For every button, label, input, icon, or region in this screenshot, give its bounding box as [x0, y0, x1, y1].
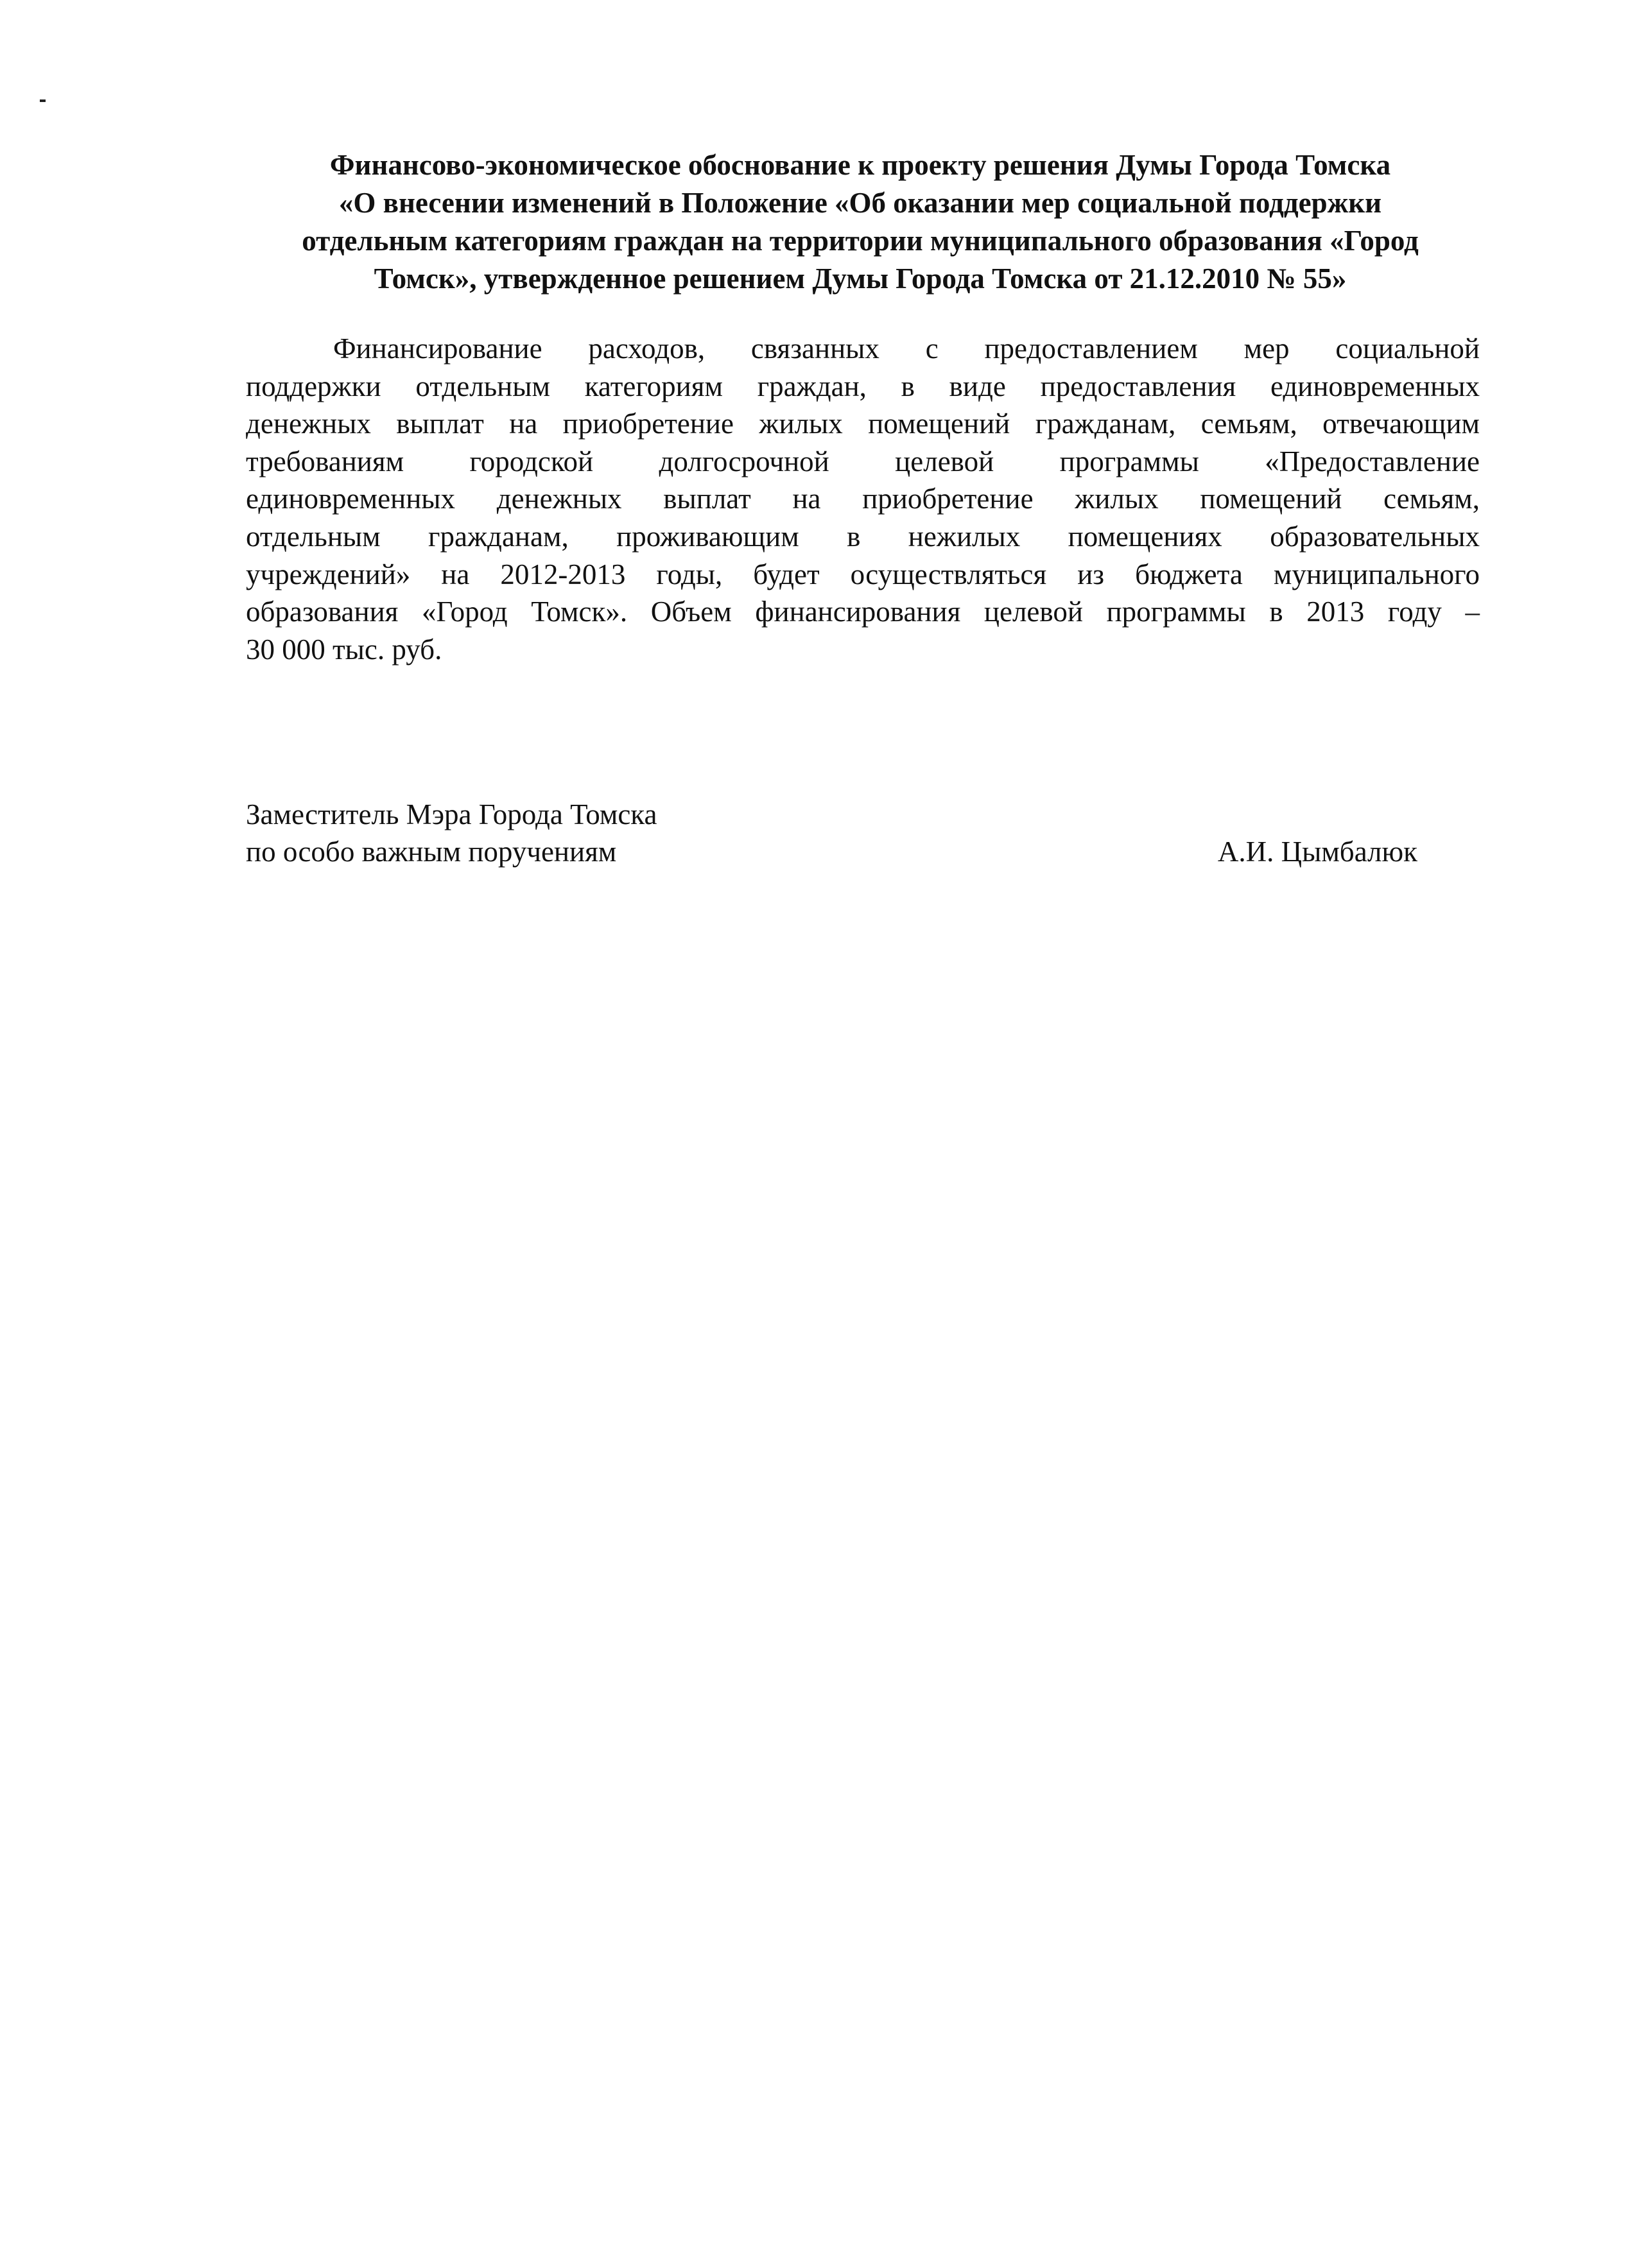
signatory-name: А.И. Цымбалюк: [1217, 836, 1417, 868]
signatory-position-line-1: Заместитель Мэра Города Томска: [246, 798, 657, 830]
paragraph-line-3: денежных выплат на приобретение жилых помещений гражданам, семьям, отвечающим: [246, 408, 1480, 440]
document-title: [238, 146, 1483, 298]
signature-block: [246, 796, 1485, 870]
signatory-position-line-2: по особо важным поручениям: [246, 836, 617, 868]
scan-artifact: [40, 99, 46, 102]
title-line-3: отдельным категориям граждан на территории муниципального образования «Город: [302, 225, 1419, 257]
body-paragraph: [246, 330, 1480, 668]
title-line-1: Финансово-экономическое обоснование к проекту решения Думы Города Томска: [329, 149, 1391, 181]
paragraph-line-7: учреждений» на 2012-2013 годы, будет осуществляться из бюджета муниципального: [246, 558, 1480, 590]
paragraph-line-9: 30 000 тыс. руб.: [246, 633, 442, 666]
paragraph-line-2: поддержки отдельным категориям граждан, в виде предоставления единовременных: [246, 370, 1480, 402]
paragraph-line-8: образования «Город Томск». Объем финансирования целевой программы в 2013 году –: [246, 596, 1480, 628]
title-line-4: Томск», утвержденное решением Думы Города Томска от 21.12.2010 № 55»: [374, 262, 1347, 295]
paragraph-line-4: требованиям городской долгосрочной целевой программы «Предоставление: [246, 445, 1480, 477]
paragraph-line-1: Финансирование расходов, связанных с предоставлением мер социальной: [333, 332, 1480, 365]
title-line-2: «О внесении изменений в Положение «Об оказании мер социальной поддержки: [338, 187, 1382, 219]
paragraph-line-6: отдельным гражданам, проживающим в нежилых помещениях образовательных: [246, 520, 1480, 553]
paragraph-line-5: единовременных денежных выплат на приобретение жилых помещений семьям,: [246, 483, 1480, 515]
